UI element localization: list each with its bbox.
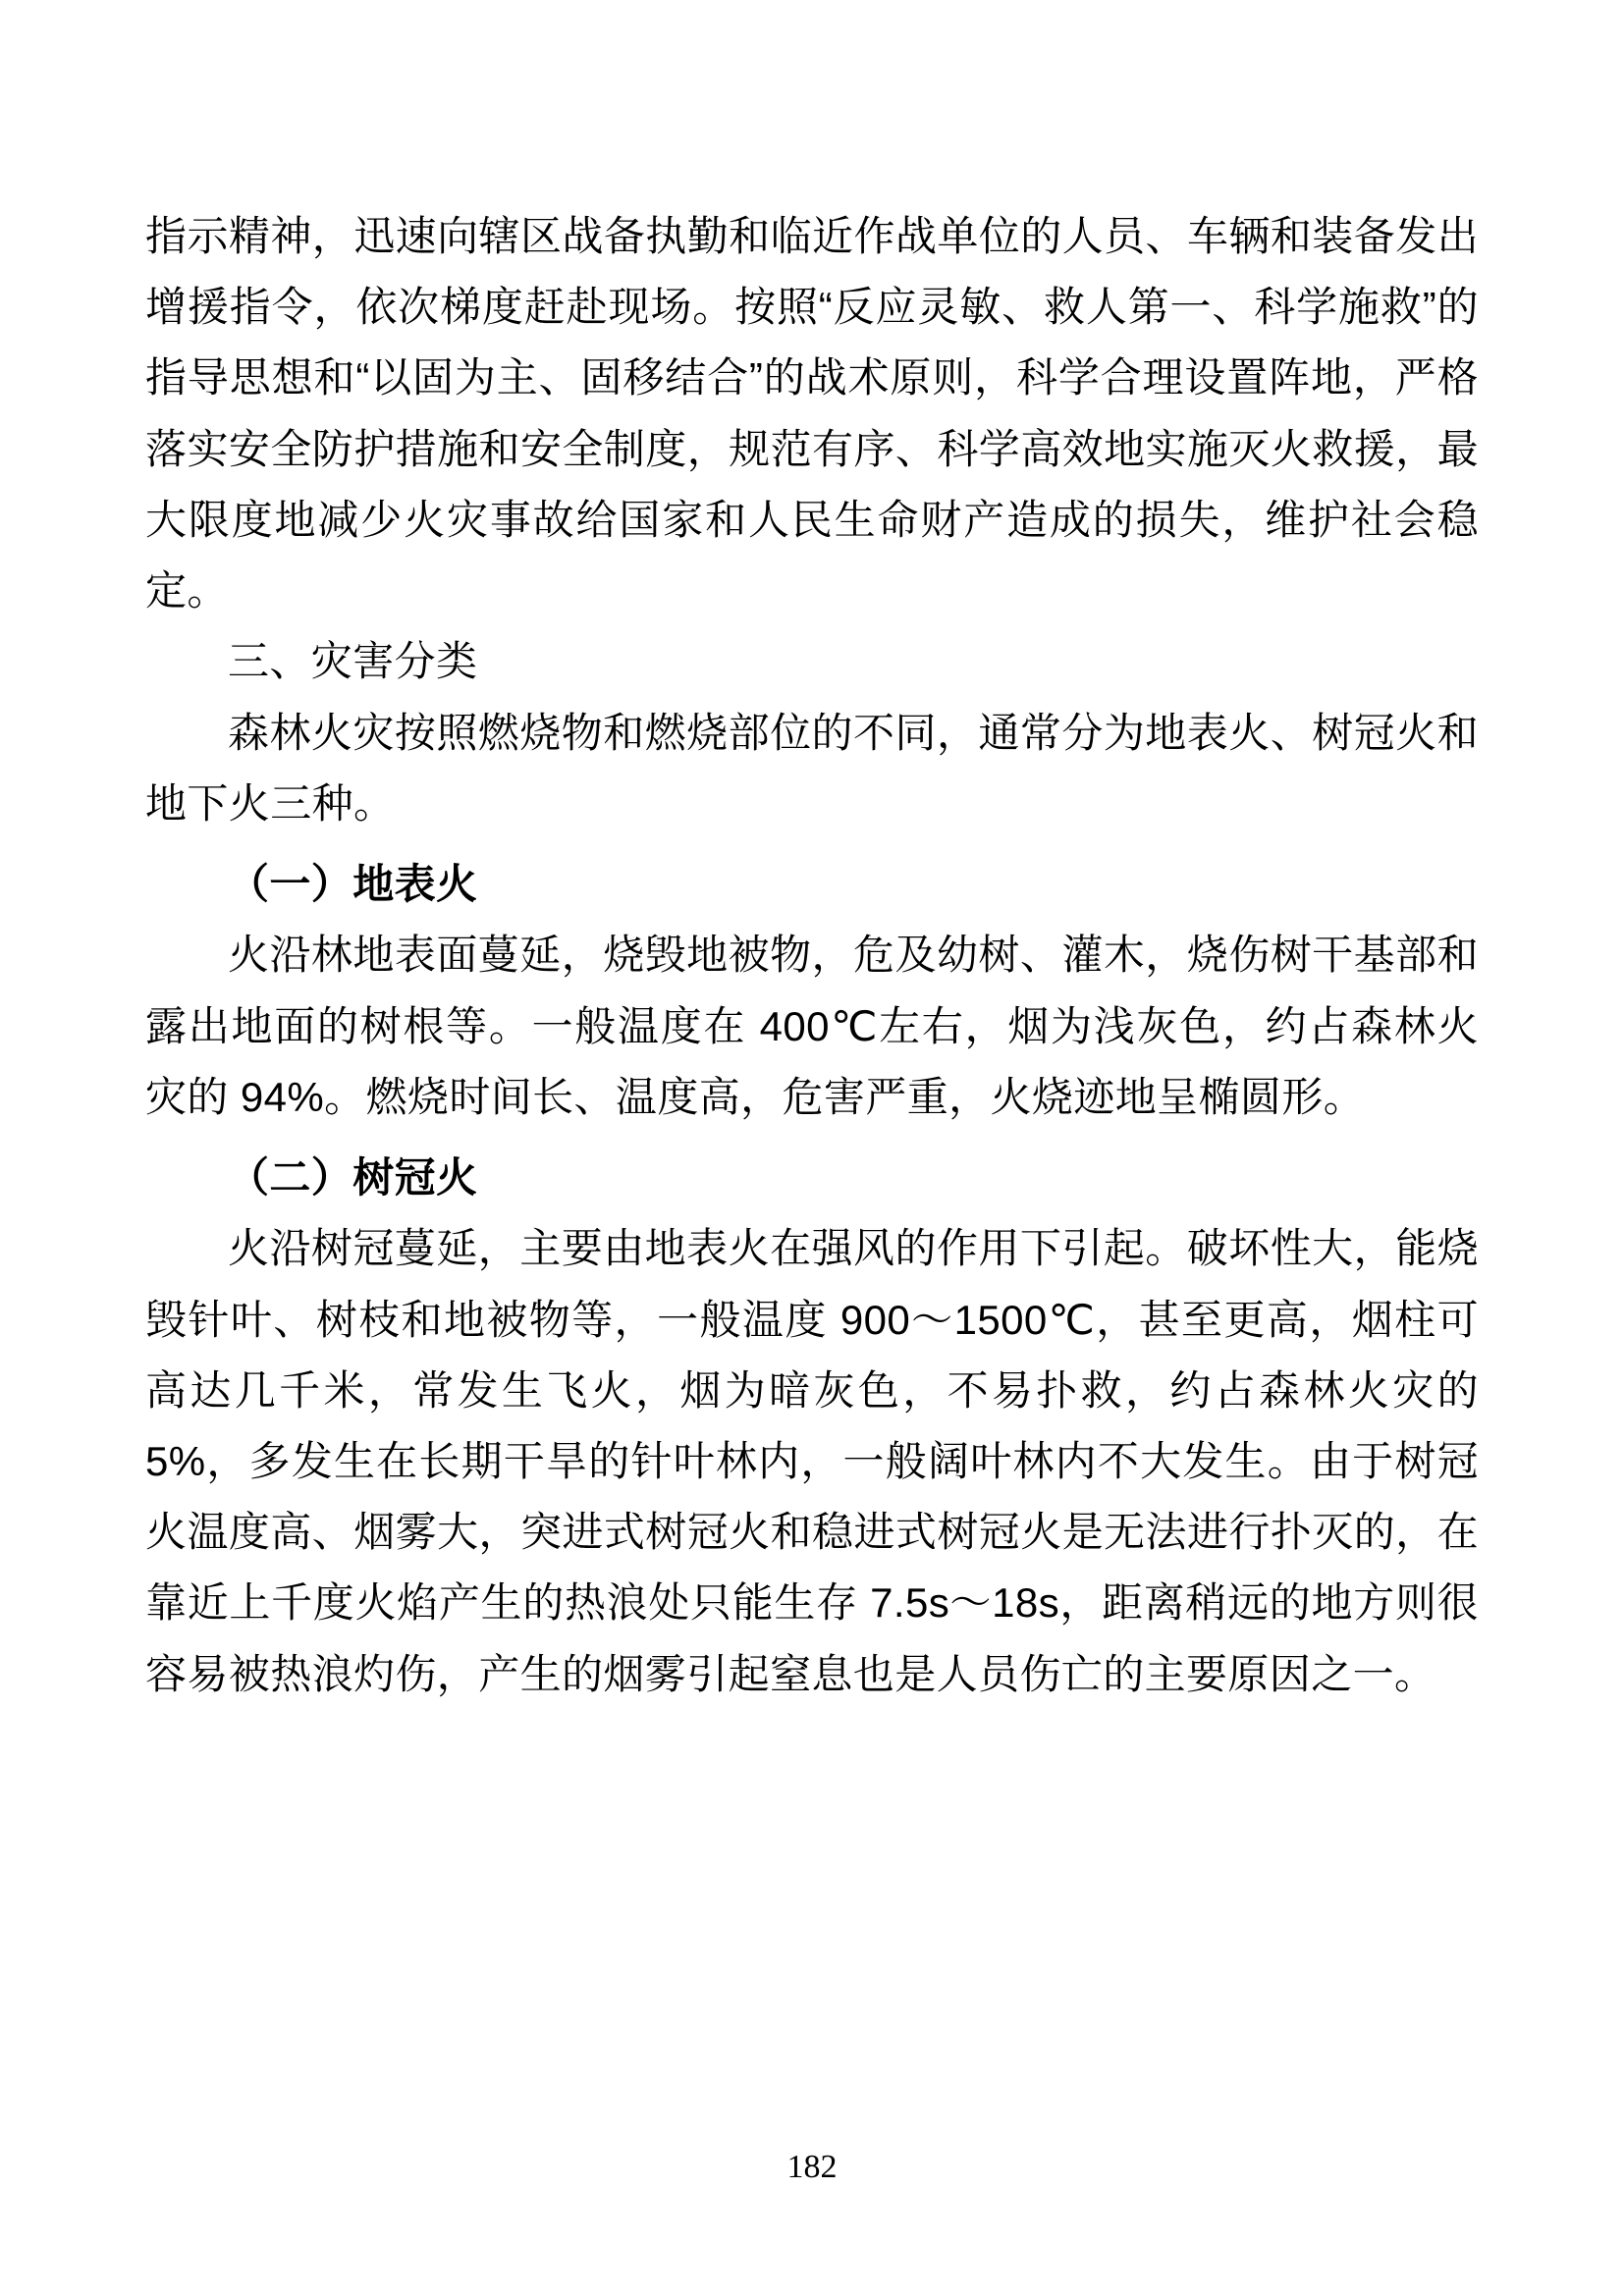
paragraph-classification: 森林火灾按照燃烧物和燃烧部位的不同，通常分为地表火、树冠火和地下火三种。 (145, 709, 1479, 827)
subheading-surface-fire: （一）地表火 (228, 861, 478, 908)
paragraph-continuation: 指示精神，迅速向辖区战备执勤和临近作战单位的人员、车辆和装备发出增援指令，依次梯度赶赴现场。按照“反应灵敏、救人第一、科学施救”的指导思想和“以固为主、固移结合”的战术原则，科学合理设置阵地，严格落实安全防护措施和安全制度，规范有序、科学高效地实施灭火救援，最大限度地减少火灾事故给国家和人民生命财产造成的损失，维护社会稳定。 (145, 213, 1479, 614)
paragraph-surface-fire: 火沿林地表面蔓延，烧毁地被物，危及幼树、灌木，烧伤树干基部和露出地面的树根等。一般温度在 400℃左右，烟为浅灰色，约占森林火灾的 94%。燃烧时间长、温度高，危害严重，火烧迹地呈椭圆形。 (145, 932, 1479, 1120)
page-number: 182 (786, 2149, 838, 2185)
section-heading-three: 三、灾害分类 (228, 638, 478, 685)
paragraph-crown-fire: 火沿树冠蔓延，主要由地表火在强风的作用下引起。破坏性大，能烧毁针叶、树枝和地被物等，一般温度 900～1500℃，甚至更高，烟柱可高达几千米，常发生飞火，烟为暗灰色，不易扑救，约占森林火灾的 5%，多发生在长期干旱的针叶林内，一般阔叶林内不大发生。由于树冠火温度高、烟雾大，突进式树冠火和稳进式树冠火是无法进行扑灭的，在靠近上千度火焰产生的热浪处只能生存 7.5s～18s，距离稍远的地方则很容易被热浪灼伤，产生的烟雾引起窒息也是人员伤亡的主要原因之一。 (145, 1225, 1479, 1697)
subheading-crown-fire: （二）树冠火 (228, 1154, 478, 1201)
page-body (145, 201, 1479, 1710)
